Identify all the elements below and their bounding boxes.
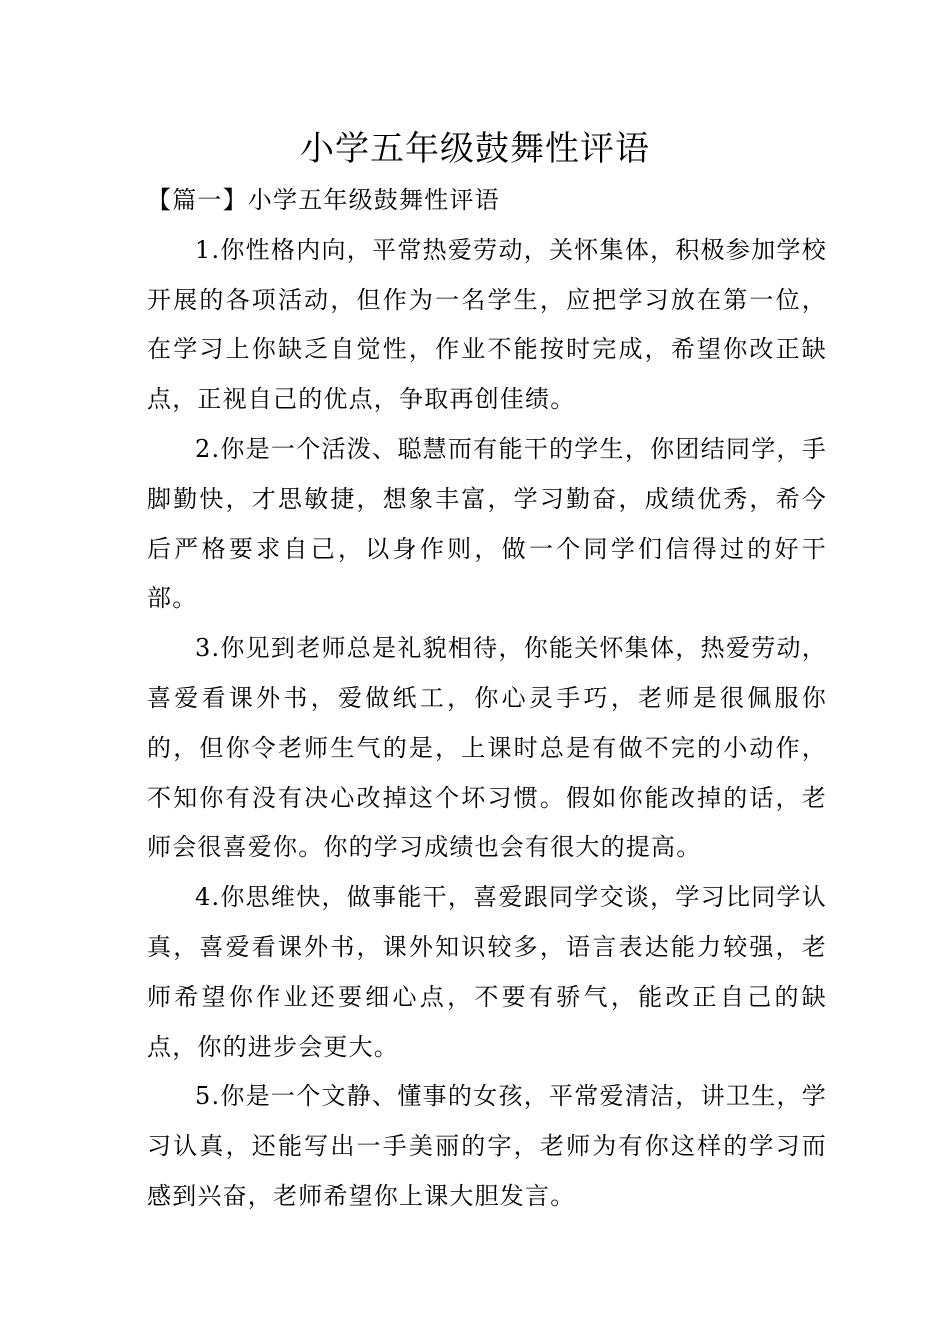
comment-paragraph-5: 5.你是一个文静、懂事的女孩，平常爱清洁，讲卫生，学习认真，还能写出一手美丽的字，老师为有你这样的学习而感到兴奋，老师希望你上课大胆发言。 — [147, 1082, 827, 1210]
document-title: 小学五年级鼓舞性评语 — [300, 129, 650, 169]
comment-paragraph-3: 3.你见到老师总是礼貌相待，你能关怀集体，热爱劳动，喜爱看课外书，爱做纸工，你心灵手巧，老师是很佩服你的，但你令老师生气的是，上课时总是有做不完的小动作，不知你有没有决心改掉这个坏习惯。假如你能改掉的话，老师会很喜爱你。你的学习成绩也会有很大的提高。 — [147, 634, 827, 862]
comment-paragraph-4: 4.你思维快，做事能干，喜爱跟同学交谈，学习比同学认真，喜爱看课外书，课外知识较多，语言表达能力较强，老师希望你作业还要细心点，不要有骄气，能改正自己的缺点，你的进步会更大。 — [147, 883, 827, 1061]
section-heading: 【篇一】小学五年级鼓舞性评语 — [147, 186, 500, 214]
comment-paragraph-1: 1.你性格内向，平常热爱劳动，关怀集体，积极参加学校开展的各项活动，但作为一名学生，应把学习放在第一位，在学习上你缺乏自觉性，作业不能按时完成，希望你改正缺点，正视自己的优点，争取再创佳绩。 — [147, 235, 827, 414]
comment-paragraph-2: 2.你是一个活泼、聪慧而有能干的学生，你团结同学，手脚勤快，才思敏捷，想象丰富，学习勤奋，成绩优秀，希今后严格要求自己，以身作则，做一个同学们信得过的好干部。 — [147, 434, 827, 613]
document-body — [147, 176, 827, 1222]
